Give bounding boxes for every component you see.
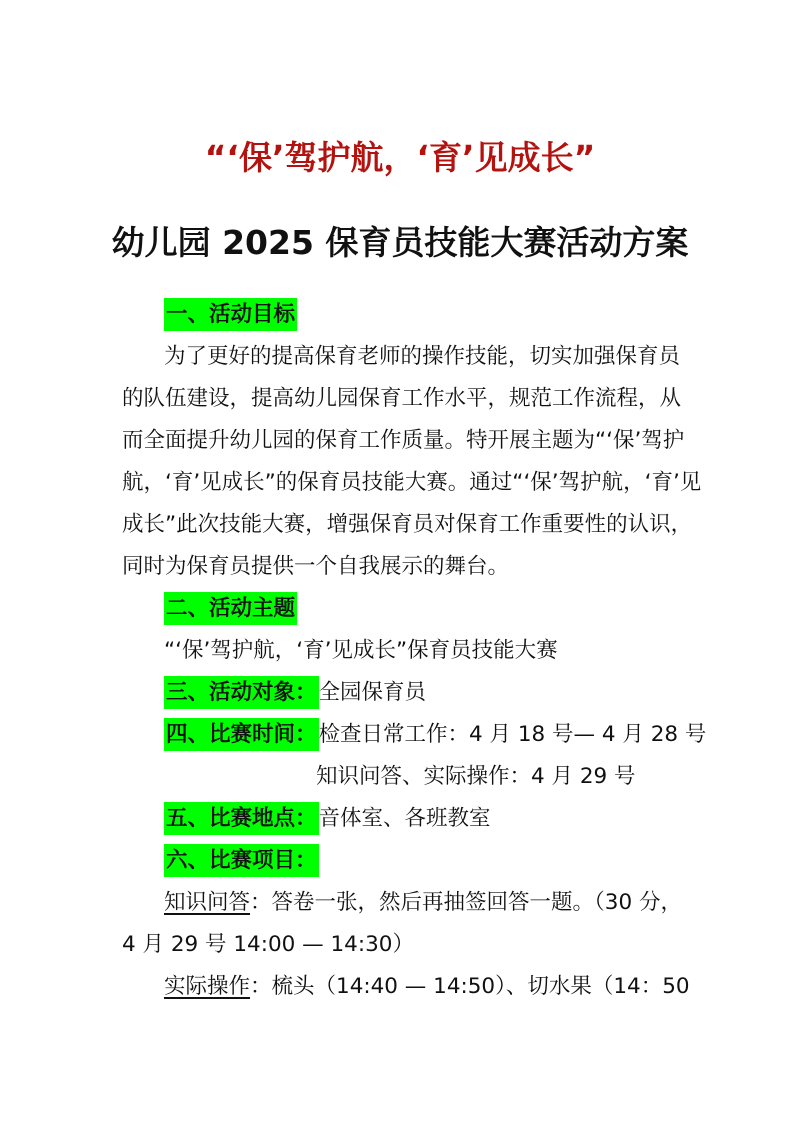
paragraph-line-3: 而全面提升幼儿园的保育工作质量。特开展主题为“‘保’驾护 [122,428,685,453]
section6-line [164,846,319,876]
section2-text: “‘保’驾护航，‘育’见成长”保育员技能大赛 [164,638,558,663]
paragraph-line-4: 航，‘育’见成长”的保育员技能大赛。通过“‘保’驾护航，‘育’见 [122,470,702,495]
section1-heading-line [164,300,297,330]
item2-line [164,972,690,1002]
section5-line [164,804,491,834]
section3-heading: 三、活动对象： [164,676,319,709]
paragraph-line-5: 成长”此次技能大赛，增强保育员对保育工作重要性的认识， [122,512,693,537]
section3-text: 全园保育员 [318,680,427,705]
section1-heading: 一、活动目标 [164,298,297,331]
paragraph-line-2: 的队伍建设，提高幼儿园保育工作水平，规范工作流程，从 [122,386,682,411]
item1-label: 知识问答 [164,890,251,915]
item2-label: 实际操作 [164,974,251,999]
item1-text: ：答卷一张，然后再抽签回答一题。（30 分， [250,890,682,915]
item1-continuation: 4 月 29 号 14:00 — 14:30） [122,932,414,957]
section2-heading-line [164,594,297,624]
section4-text1: 检查日常工作：4 月 18 号— 4 月 28 号 [318,722,707,747]
item2-text: ：梳头（14:40 — 14:50）、切水果（14：50 [250,974,690,999]
item1-line [164,888,682,918]
section3-line [164,678,426,708]
section4-heading: 四、比赛时间： [164,718,319,751]
section5-heading: 五、比赛地点： [164,802,319,835]
section4-text2: 知识问答、实际操作：4 月 29 号 [316,764,636,789]
section2-heading: 二、活动主题 [164,592,297,625]
paragraph-line-6: 同时为保育员提供一个自我展示的舞台。 [122,554,510,579]
section6-heading: 六、比赛项目： [164,844,319,877]
section4-line [164,720,706,750]
document-title-line1: “‘保’驾护航，‘育’见成长” [204,138,596,177]
document-title-line2: 幼儿园 2025 保育员技能大赛活动方案 [111,223,689,262]
paragraph-line-1: 为了更好的提高保育老师的操作技能，切实加强保育员 [164,344,681,369]
section5-text: 音体室、各班教室 [318,806,491,831]
